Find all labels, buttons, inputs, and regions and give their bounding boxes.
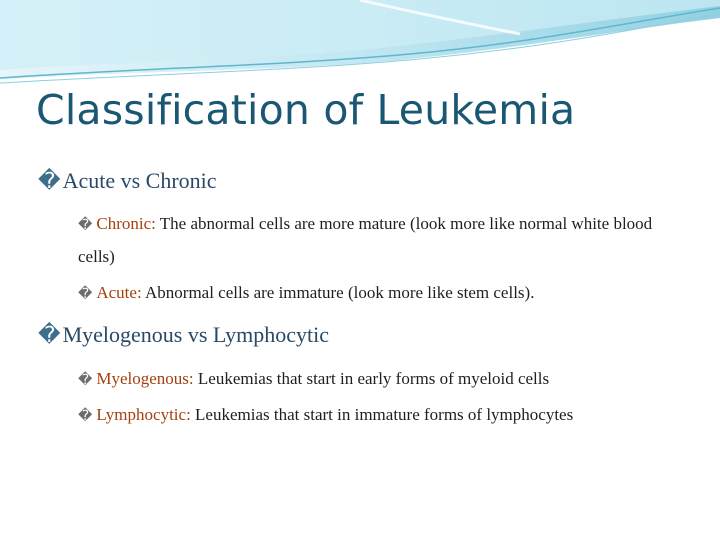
bullet-marker-icon: �	[38, 168, 61, 193]
definition-text: Abnormal cells are immature (look more like stem cells).	[141, 283, 535, 302]
bullet-marker-icon: �	[78, 287, 93, 302]
section-heading-acute-chronic	[38, 168, 217, 194]
term-label: Acute:	[96, 283, 142, 302]
bullet-marker-icon: �	[78, 373, 93, 388]
term-label: Chronic:	[96, 214, 156, 233]
definition-text: Leukemias that start in immature forms of lymphocytes	[190, 405, 574, 424]
page-title: Classification of Leukemia	[36, 86, 576, 134]
bullet-marker-icon: �	[38, 322, 61, 347]
list-item-acute	[78, 277, 678, 310]
list-item-chronic	[78, 208, 678, 272]
definition-text: The abnormal cells are more mature (look more like normal white blood cells)	[78, 214, 653, 266]
section-heading-label: Myelogenous vs Lymphocytic	[62, 322, 329, 347]
section-heading-myelogenous-lymphocytic	[38, 322, 329, 348]
term-label: Lymphocytic:	[96, 405, 191, 424]
list-item-myelogenous	[78, 363, 678, 396]
header-wave-decoration	[0, 0, 720, 90]
list-item-lymphocytic	[78, 399, 678, 432]
section-heading-label: Acute vs Chronic	[62, 168, 217, 193]
bullet-marker-icon: �	[78, 218, 93, 233]
definition-text: Leukemias that start in early forms of myeloid cells	[193, 369, 550, 388]
term-label: Myelogenous:	[96, 369, 194, 388]
bullet-marker-icon: �	[78, 409, 93, 424]
